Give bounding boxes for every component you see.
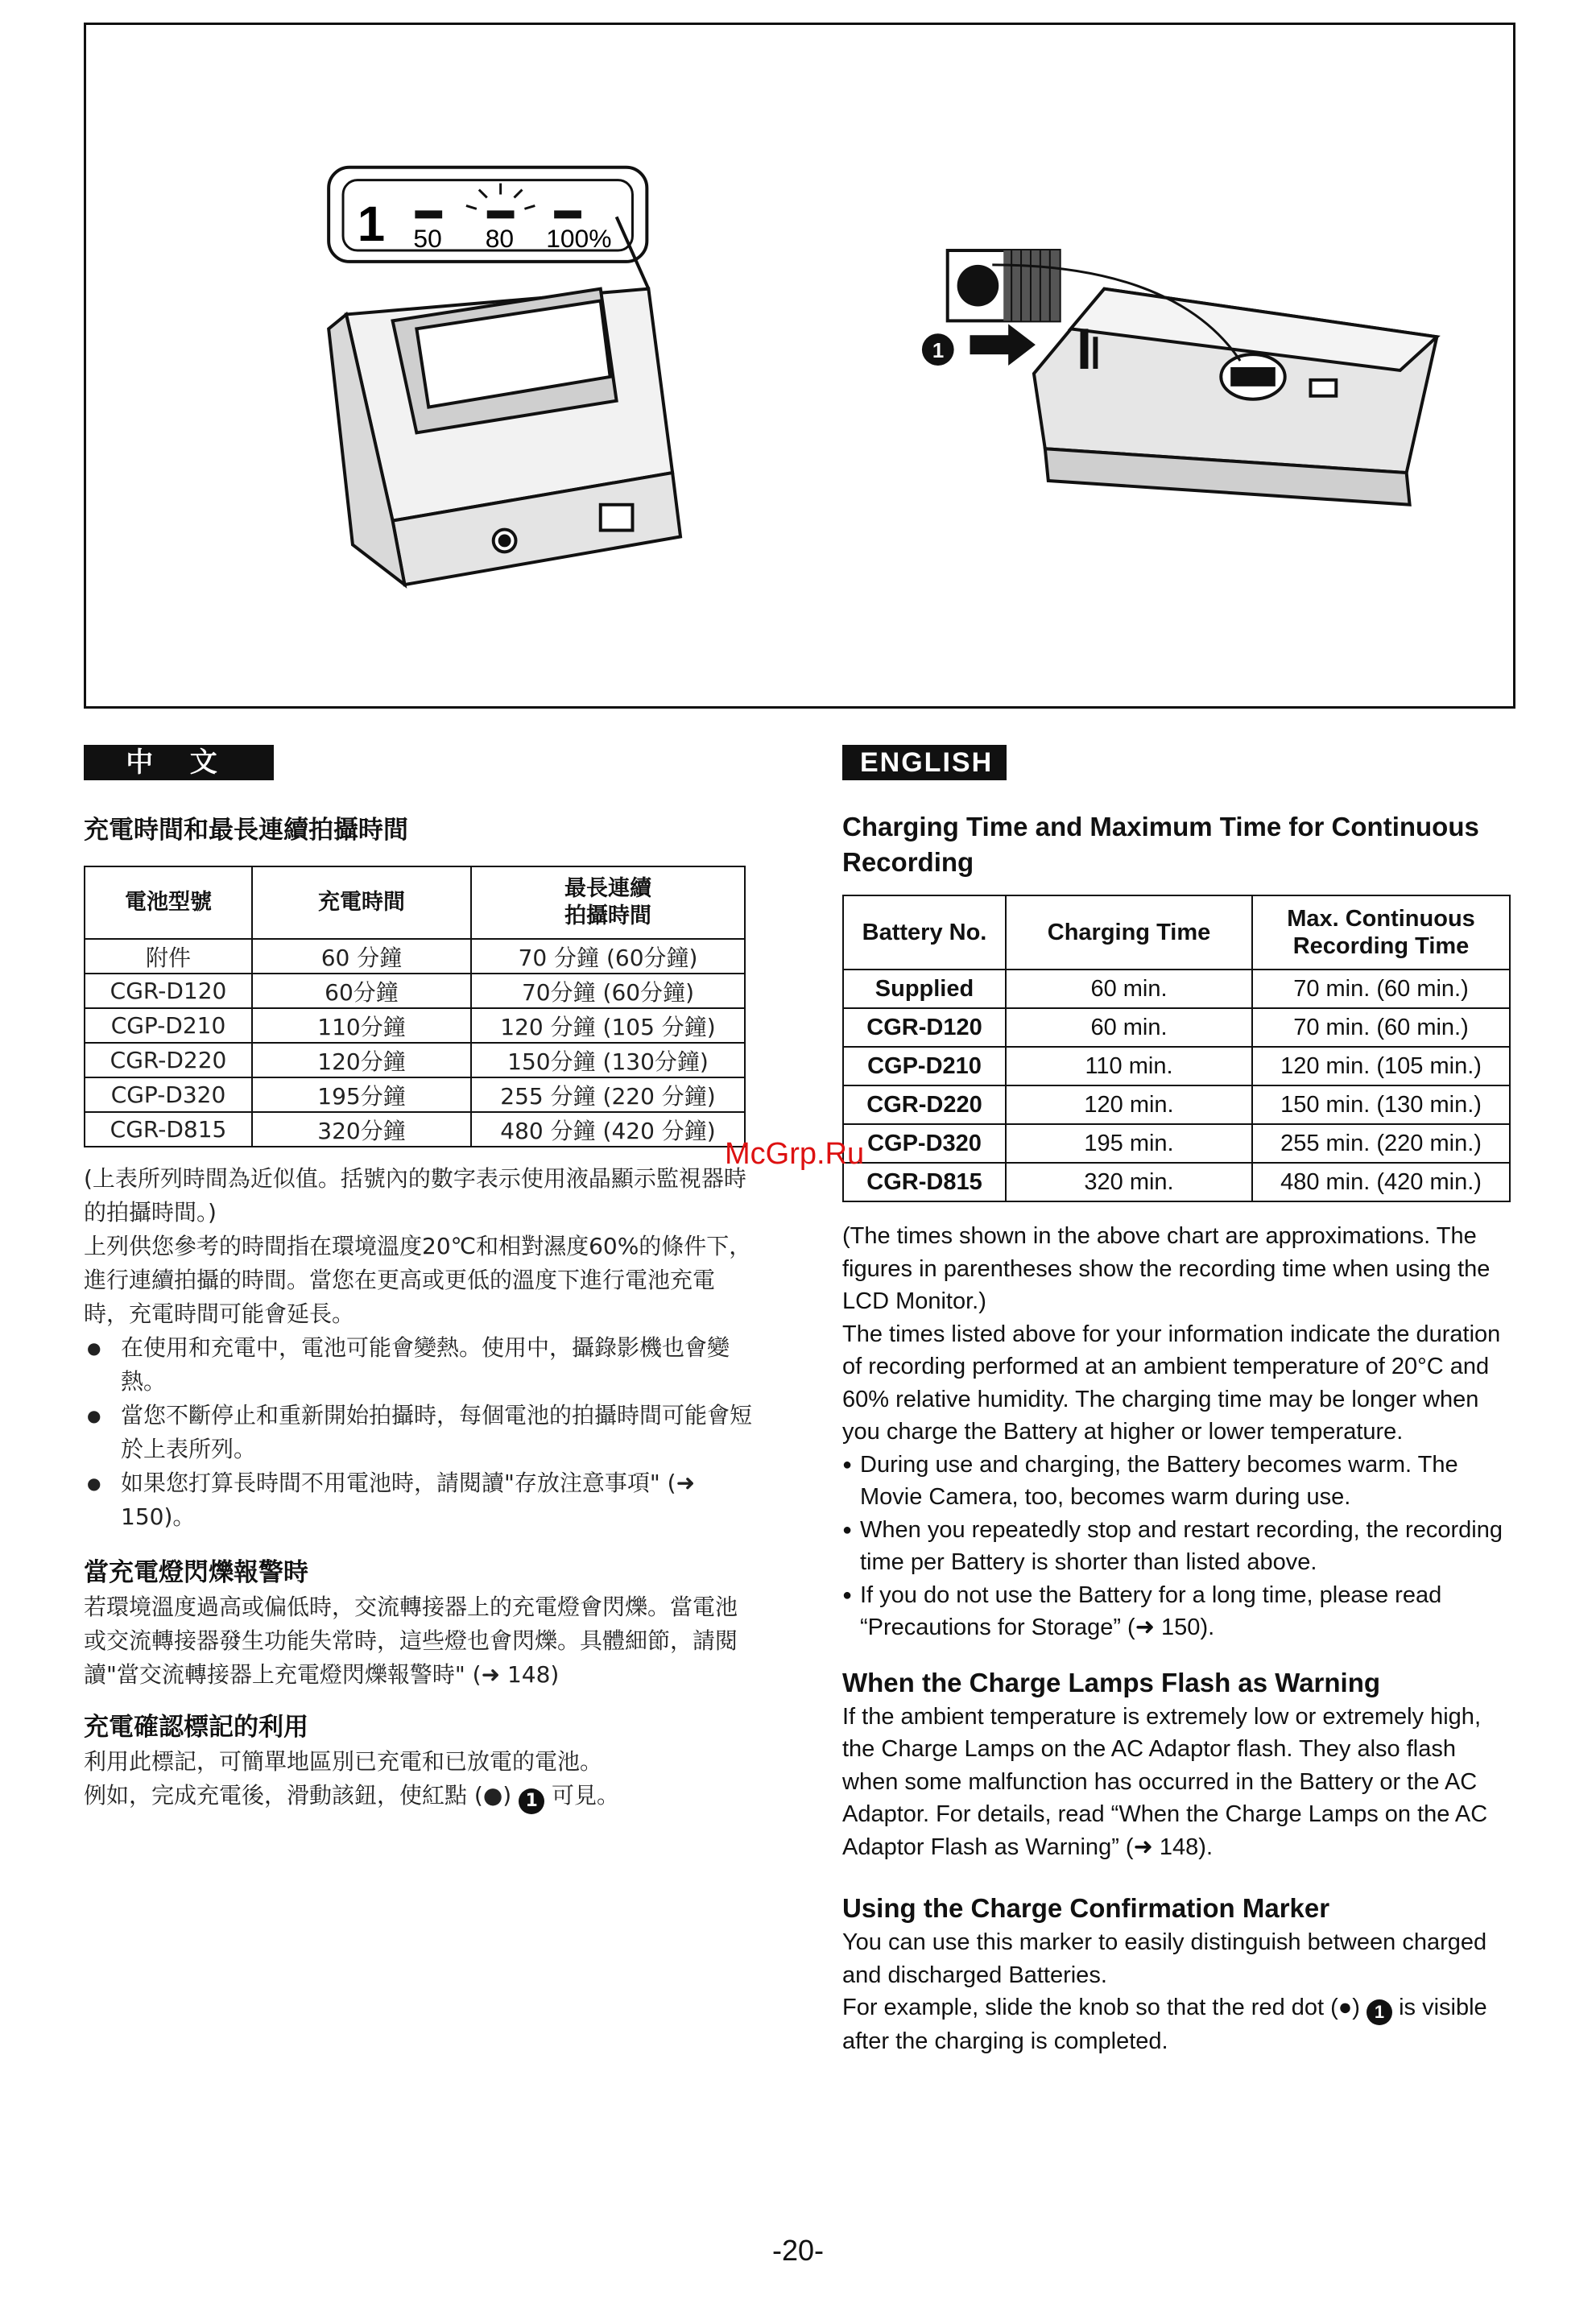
bullet-list-en [842, 1449, 1511, 1644]
bullet-list-zh [84, 1331, 752, 1534]
cell: CGP-D320 [843, 1124, 1006, 1163]
header-max-recording: 最長連續 拍攝時間 [471, 866, 745, 939]
cell: 320 min. [1006, 1163, 1252, 1201]
cell: 480 分鐘 (420 分鐘) [471, 1112, 745, 1147]
lamp-level-50: 50 [413, 224, 442, 254]
note-approximation-zh: (上表所列時間為近似值。括號內的數字表示使用液晶顯示監視器時的拍攝時間。) [84, 1165, 746, 1226]
cell: 60 min. [1006, 1008, 1252, 1047]
charger-illustration [86, 25, 1513, 706]
cell: CGR-D815 [843, 1163, 1006, 1201]
language-banner-zh: 中 文 [84, 745, 274, 780]
list-item: ● 在使用和充電中，電池可能會變熱。使用中，攝錄影機也會變熱。 [84, 1331, 752, 1399]
circled-number-icon: 1 [1367, 1999, 1392, 2025]
list-item: ● When you repeatedly stop and restart recording, the recording time per Battery is shorter than listed above. [842, 1514, 1511, 1579]
header-charging-time: 充電時間 [252, 866, 471, 939]
language-banner-en: ENGLISH [842, 745, 1007, 780]
header-charging-time: Charging Time [1006, 895, 1252, 970]
cell: 120 min. (105 min.) [1252, 1047, 1510, 1085]
table-row [843, 970, 1510, 1008]
cell: 150分鐘 (130分鐘) [471, 1043, 745, 1077]
header-battery-type: 電池型號 [85, 866, 252, 939]
cell: CGR-D120 [843, 1008, 1006, 1047]
lamp-digit: 1 [357, 196, 386, 253]
cell: 255 分鐘 (220 分鐘) [471, 1077, 745, 1112]
marker-number: 1 [932, 340, 945, 363]
table-row [843, 1008, 1510, 1047]
cell: 60 min. [1006, 970, 1252, 1008]
table-header-row [843, 895, 1510, 970]
marker-text-2-en: For example, slide the knob so that the red dot (●) [842, 1995, 1360, 2020]
marker-text-1-en: You can use this marker to easily distinguish between charged and discharged Batteries. [842, 1929, 1487, 1988]
list-item: ● During use and charging, the Battery becomes warm. The Movie Camera, too, becomes warm during use. [842, 1449, 1511, 1514]
cell: 70 min. (60 min.) [1252, 1008, 1510, 1047]
charging-table-en [842, 895, 1511, 1202]
list-item: ● 當您不斷停止和重新開始拍攝時，每個電池的拍攝時間可能會短於上表所列。 [84, 1399, 752, 1466]
marker-text-2-zh: 例如，完成充電後，滑動該鈕，使紅點 (●) [84, 1782, 512, 1809]
note-temperature-zh: 上列供您參考的時間指在環境溫度20℃和相對濕度60%的條件下，進行連續拍攝的時間。當您在更高或更低的溫度下進行電池充電時，充電時間可能會延長。 [84, 1233, 752, 1327]
marker-text-3-zh: 可見。 [552, 1782, 620, 1809]
cell: CGP-D320 [85, 1077, 252, 1112]
marker-text-1-zh: 利用此標記，可簡單地區別已充電和已放電的電池。 [84, 1748, 603, 1775]
warning-title-zh: 當充電燈閃爍報警時 [84, 1558, 308, 1587]
marker-text-zh [84, 1745, 752, 1814]
lamp-level-80: 80 [485, 224, 515, 254]
header-battery-no: Battery No. [843, 895, 1006, 970]
table-row [85, 1043, 745, 1077]
cell: 70分鐘 (60分鐘) [471, 974, 745, 1008]
table-row [843, 1124, 1510, 1163]
table-row [843, 1085, 1510, 1124]
illustration-frame [84, 23, 1515, 709]
lamp-level-100: 100% [546, 224, 612, 254]
cell: CGR-D220 [85, 1043, 252, 1077]
table-row [85, 974, 745, 1008]
cell: 120 分鐘 (105 分鐘) [471, 1008, 745, 1043]
marker-text-3-en: is visible after the charging is completed. [842, 1995, 1487, 2054]
cell: CGP-D210 [85, 1008, 252, 1043]
cell: 255 min. (220 min.) [1252, 1124, 1510, 1163]
marker-title-zh: 充電確認標記的利用 [84, 1713, 308, 1742]
cell: 60 分鐘 [252, 939, 471, 974]
cell: 320分鐘 [252, 1112, 471, 1147]
table-row [85, 1008, 745, 1043]
charging-time-title-zh: 充電時間和最長連續拍攝時間 [84, 816, 408, 845]
warning-text-en: If the ambient temperature is extremely low or extremely high, the Charge Lamps on the AC Adaptor flash. They also flash when some malfunction has occurred in the Battery or the AC Adaptor. For details, read “When the Charge Lamps on the AC Adaptor Flash as Warning” (➜ 148). [842, 1703, 1488, 1860]
cell: 480 min. (420 min.) [1252, 1163, 1510, 1201]
table-row [843, 1163, 1510, 1201]
warning-text-zh: 若環境溫度過高或偏低時，交流轉接器上的充電燈會閃爍。當電池或交流轉接器發生功能失常時，這些燈也會閃爍。具體細節，請閱讀"當交流轉接器上充電燈閃爍報警時" (➜ 148) [84, 1594, 738, 1688]
list-item: ● If you do not use the Battery for a long time, please read “Precautions for Storage” (➜ 150). [842, 1579, 1511, 1644]
cell: CGR-D220 [843, 1085, 1006, 1124]
cell: 60分鐘 [252, 974, 471, 1008]
ac-adaptor-drawing [329, 217, 680, 585]
cell: Supplied [843, 970, 1006, 1008]
circled-number-icon: 1 [519, 1788, 544, 1814]
cell: 195分鐘 [252, 1077, 471, 1112]
charging-table-zh [84, 866, 746, 1147]
cell: 195 min. [1006, 1124, 1252, 1163]
charge-lamp-callout [329, 167, 647, 262]
table-header-row [85, 866, 745, 939]
cell: 70 分鐘 (60分鐘) [471, 939, 745, 974]
cell: CGR-D120 [85, 974, 252, 1008]
cell: 150 min. (130 min.) [1252, 1085, 1510, 1124]
english-column [842, 745, 1511, 2058]
page-number: -20- [771, 2234, 825, 2267]
cell: 70 min. (60 min.) [1252, 970, 1510, 1008]
cell: 110 min. [1006, 1047, 1252, 1085]
table-row [85, 939, 745, 974]
cell: 120 min. [1006, 1085, 1252, 1124]
table-row [85, 1077, 745, 1112]
table-row [85, 1112, 745, 1147]
cell: 110分鐘 [252, 1008, 471, 1043]
marker-text-en [842, 1926, 1511, 2058]
cell: CGP-D210 [843, 1047, 1006, 1085]
chinese-column [84, 745, 752, 1814]
header-max-recording: Max. Continuous Recording Time [1252, 895, 1510, 970]
note-temperature-en: The times listed above for your information indicate the duration of recording performed at an ambient temperature of 20°C and 60% relative humidity. The charging time may be longer when you charge the Battery at higher or lower temperature. [842, 1321, 1501, 1445]
list-item: ● 如果您打算長時間不用電池時，請閱讀"存放注意事項" (➜ 150)。 [84, 1466, 752, 1534]
warning-title-en: When the Charge Lamps Flash as Warning [842, 1667, 1381, 1697]
charging-time-title-en: Charging Time and Maximum Time for Continuous Recording [842, 812, 1479, 877]
cell: CGR-D815 [85, 1112, 252, 1147]
note-approximation-en: (The times shown in the above chart are approximations. The figures in parentheses show the recording time when using the LCD Monitor.) [842, 1223, 1491, 1314]
table-row [843, 1047, 1510, 1085]
watermark: McGrp.Ru [725, 1137, 865, 1171]
cell: 附件 [85, 939, 252, 974]
marker-title-en: Using the Charge Confirmation Marker [842, 1893, 1330, 1923]
cell: 120分鐘 [252, 1043, 471, 1077]
